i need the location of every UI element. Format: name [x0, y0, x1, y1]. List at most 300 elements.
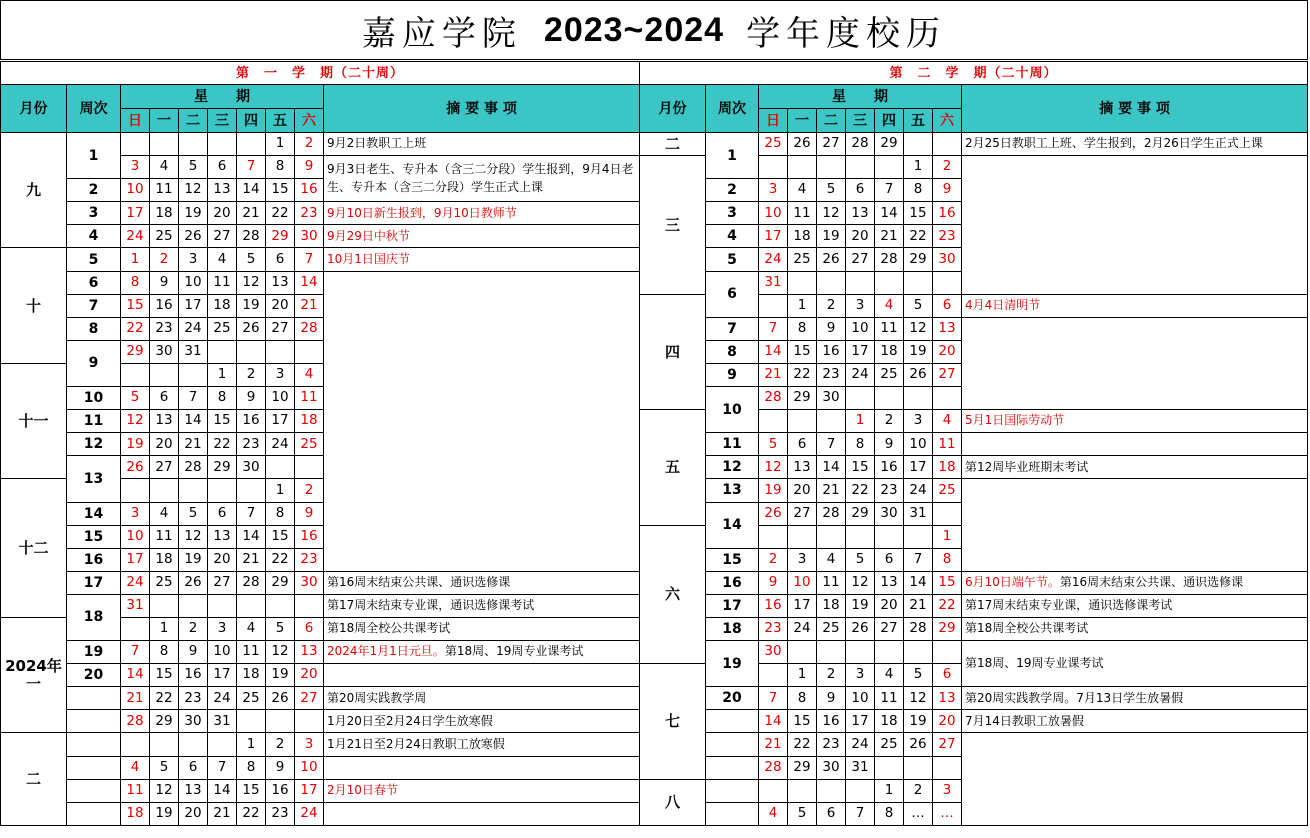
header-day: 五 — [266, 109, 295, 133]
day-cell: 15 — [933, 571, 962, 594]
week-number: 17 — [706, 594, 759, 617]
day-cell: 12 — [817, 202, 846, 225]
week-number — [67, 802, 121, 825]
day-cell — [121, 479, 150, 502]
day-cell: 6 — [875, 548, 904, 571]
day-cell — [179, 363, 208, 386]
day-cell: 5 — [759, 433, 788, 456]
day-cell: 1 — [788, 664, 817, 687]
day-cell: 10 — [121, 179, 150, 202]
day-cell: 2 — [266, 733, 295, 756]
note-cell: 9月29日中秋节 — [324, 225, 640, 248]
day-cell — [759, 410, 788, 433]
day-cell: 16 — [237, 410, 266, 433]
month-label: 六 — [640, 525, 706, 664]
week-number — [706, 779, 759, 802]
month-label: 十 — [1, 248, 67, 363]
day-cell: 16 — [150, 294, 179, 317]
day-cell: 1 — [788, 294, 817, 317]
week-number — [67, 687, 121, 710]
day-cell — [295, 710, 324, 733]
week-number: 18 — [706, 617, 759, 640]
semester-2-calendar — [639, 61, 1308, 826]
day-cell: 3 — [179, 248, 208, 271]
day-cell — [179, 594, 208, 617]
week-number — [67, 710, 121, 733]
day-cell: 8 — [846, 433, 875, 456]
day-cell: 20 — [788, 479, 817, 502]
calendar-row — [1, 271, 640, 294]
day-cell: 13 — [208, 525, 237, 548]
day-cell: 14 — [904, 571, 933, 594]
calendar-row — [640, 710, 1308, 733]
day-cell: 26 — [179, 571, 208, 594]
day-cell: 15 — [788, 710, 817, 733]
day-cell: 1 — [266, 479, 295, 502]
day-cell: 2 — [237, 363, 266, 386]
day-cell: 6 — [933, 294, 962, 317]
day-cell: 4 — [150, 156, 179, 179]
note-cell: 1月21日至2月24日教职工放寒假 — [324, 733, 640, 756]
day-cell: 27 — [266, 317, 295, 340]
day-cell: 19 — [121, 433, 150, 456]
day-cell: 28 — [179, 456, 208, 479]
day-cell: 2 — [933, 156, 962, 179]
day-cell — [875, 756, 904, 779]
day-cell: 11 — [817, 571, 846, 594]
header-day: 四 — [875, 109, 904, 133]
week-number: 11 — [706, 433, 759, 456]
semester1-table — [0, 61, 640, 826]
calendar-row — [1, 133, 640, 156]
day-cell: 5 — [121, 387, 150, 410]
day-cell: … — [933, 802, 962, 825]
semester2-table — [639, 61, 1308, 826]
day-cell: 18 — [933, 456, 962, 479]
day-cell: 13 — [846, 202, 875, 225]
calendar-row — [640, 571, 1308, 594]
note-exam: 第18周、19周专业课考试 — [444, 644, 584, 659]
day-cell — [875, 387, 904, 410]
note-cell — [962, 156, 1308, 295]
day-cell: 23 — [295, 548, 324, 571]
day-cell: 10 — [788, 571, 817, 594]
note-cell: 1月20日至2月24日学生放寒假 — [324, 710, 640, 733]
day-cell: 26 — [817, 248, 846, 271]
day-cell: 1 — [208, 363, 237, 386]
day-cell: 10 — [846, 687, 875, 710]
day-cell: 14 — [237, 179, 266, 202]
day-cell: 31 — [208, 710, 237, 733]
day-cell: 20 — [150, 433, 179, 456]
header-day: 日 — [759, 109, 788, 133]
day-cell — [788, 641, 817, 664]
day-cell: 15 — [208, 410, 237, 433]
calendar-row — [640, 456, 1308, 479]
day-cell: 21 — [875, 225, 904, 248]
day-cell: 3 — [846, 664, 875, 687]
day-cell — [904, 756, 933, 779]
day-cell: 16 — [933, 202, 962, 225]
week-number: 4 — [67, 225, 121, 248]
day-cell — [933, 133, 962, 156]
day-cell: 22 — [266, 202, 295, 225]
day-cell: 2 — [875, 410, 904, 433]
day-cell: 7 — [904, 548, 933, 571]
day-cell: 12 — [904, 317, 933, 340]
day-cell — [237, 340, 266, 363]
day-cell — [759, 156, 788, 179]
day-cell: 15 — [121, 294, 150, 317]
day-cell: 12 — [237, 271, 266, 294]
day-cell — [150, 733, 179, 756]
week-number: 15 — [67, 525, 121, 548]
day-cell: 16 — [875, 456, 904, 479]
semester-1-calendar — [0, 61, 640, 826]
header-day: 一 — [150, 109, 179, 133]
day-cell: 18 — [150, 202, 179, 225]
day-cell: 6 — [817, 802, 846, 825]
day-cell: 19 — [150, 802, 179, 825]
note-cell: 9月10日新生报到，9月10日教师节 — [324, 202, 640, 225]
day-cell: 5 — [266, 617, 295, 640]
day-cell: 27 — [295, 687, 324, 710]
day-cell — [266, 456, 295, 479]
day-cell: 4 — [875, 664, 904, 687]
day-cell: 29 — [875, 133, 904, 156]
day-cell: 29 — [788, 387, 817, 410]
day-cell — [933, 756, 962, 779]
day-cell: 30 — [295, 571, 324, 594]
day-cell: 22 — [266, 548, 295, 571]
day-cell — [846, 156, 875, 179]
day-cell — [933, 641, 962, 664]
day-cell: 25 — [817, 617, 846, 640]
day-cell — [846, 525, 875, 548]
day-cell: 29 — [904, 248, 933, 271]
day-cell: 18 — [237, 664, 266, 687]
day-cell — [904, 133, 933, 156]
day-cell: 8 — [788, 687, 817, 710]
day-cell: 8 — [266, 156, 295, 179]
day-cell: 2 — [295, 479, 324, 502]
day-cell: 11 — [150, 525, 179, 548]
day-cell: 24 — [788, 617, 817, 640]
day-cell: 20 — [295, 664, 324, 687]
day-cell: 14 — [179, 410, 208, 433]
day-cell: 12 — [121, 410, 150, 433]
header-month: 月份 — [640, 85, 706, 133]
day-cell: 11 — [933, 433, 962, 456]
day-cell — [904, 525, 933, 548]
day-cell — [759, 664, 788, 687]
day-cell: 28 — [121, 710, 150, 733]
day-cell: 4 — [788, 179, 817, 202]
day-cell — [788, 410, 817, 433]
calendar-row — [640, 641, 1308, 664]
day-cell: 14 — [295, 271, 324, 294]
day-cell — [788, 156, 817, 179]
note-cell: 第17周末结束专业课，通识选修课考试 — [962, 594, 1308, 617]
day-cell: 27 — [788, 502, 817, 525]
day-cell: 5 — [846, 548, 875, 571]
day-cell: 15 — [266, 179, 295, 202]
day-cell: 9 — [295, 156, 324, 179]
calendar-row — [1, 641, 640, 664]
calendar-row — [640, 733, 1308, 756]
day-cell: 18 — [208, 294, 237, 317]
day-cell: 4 — [759, 802, 788, 825]
day-cell: 24 — [904, 479, 933, 502]
day-cell — [150, 133, 179, 156]
day-cell — [817, 410, 846, 433]
week-number — [706, 733, 759, 756]
day-cell: 7 — [237, 502, 266, 525]
day-cell: 29 — [266, 225, 295, 248]
day-cell: 20 — [208, 202, 237, 225]
day-cell: 14 — [208, 779, 237, 802]
day-cell: 17 — [788, 594, 817, 617]
day-cell: 21 — [179, 433, 208, 456]
day-cell: 29 — [208, 456, 237, 479]
calendar-row — [1, 710, 640, 733]
day-cell: 16 — [817, 710, 846, 733]
day-cell — [846, 779, 875, 802]
calendar-row — [640, 617, 1308, 640]
day-cell: 22 — [788, 733, 817, 756]
day-cell: 9 — [933, 179, 962, 202]
week-number: 5 — [67, 248, 121, 271]
day-cell: 6 — [933, 664, 962, 687]
day-cell: 3 — [933, 779, 962, 802]
day-cell: 18 — [788, 225, 817, 248]
day-cell: 17 — [266, 410, 295, 433]
title-year: 2023~2024 — [543, 10, 725, 49]
day-cell: 9 — [237, 387, 266, 410]
day-cell — [150, 479, 179, 502]
day-cell: 13 — [875, 571, 904, 594]
day-cell: 25 — [150, 225, 179, 248]
day-cell — [121, 133, 150, 156]
day-cell: 1 — [875, 779, 904, 802]
day-cell: 28 — [846, 133, 875, 156]
day-cell: 3 — [121, 502, 150, 525]
day-cell: 3 — [295, 733, 324, 756]
day-cell: 17 — [846, 710, 875, 733]
week-number: 3 — [67, 202, 121, 225]
note-cell: 第16周末结束公共课、通识选修课 — [324, 571, 640, 594]
day-cell — [817, 779, 846, 802]
day-cell: 26 — [904, 363, 933, 386]
day-cell: 7 — [817, 433, 846, 456]
day-cell: 11 — [875, 687, 904, 710]
day-cell — [933, 502, 962, 525]
day-cell: 28 — [295, 317, 324, 340]
month-label: 三 — [640, 156, 706, 295]
day-cell: 3 — [788, 548, 817, 571]
note-cell — [324, 664, 640, 687]
day-cell — [237, 133, 266, 156]
day-cell: 15 — [904, 202, 933, 225]
calendar-row — [640, 687, 1308, 710]
day-cell: 5 — [179, 502, 208, 525]
day-cell: 23 — [266, 802, 295, 825]
day-cell: 19 — [817, 225, 846, 248]
note-cell — [962, 479, 1308, 571]
day-cell — [121, 363, 150, 386]
week-number: 10 — [706, 387, 759, 433]
day-cell: 28 — [817, 502, 846, 525]
week-number: 1 — [67, 133, 121, 179]
day-cell — [817, 641, 846, 664]
day-cell: 30 — [759, 641, 788, 664]
week-number: 12 — [67, 433, 121, 456]
day-cell: 10 — [295, 756, 324, 779]
day-cell: 29 — [150, 710, 179, 733]
day-cell: 20 — [933, 710, 962, 733]
day-cell: 9 — [179, 641, 208, 664]
day-cell: 2 — [817, 294, 846, 317]
note-cell: 第18周全校公共课考试 — [962, 617, 1308, 640]
day-cell: 6 — [208, 156, 237, 179]
day-cell: 13 — [295, 641, 324, 664]
header-week: 周次 — [67, 85, 121, 133]
week-number — [706, 710, 759, 733]
day-cell: 24 — [295, 802, 324, 825]
day-cell: … — [904, 802, 933, 825]
week-number: 13 — [67, 456, 121, 502]
day-cell: 21 — [121, 687, 150, 710]
day-cell: 23 — [759, 617, 788, 640]
day-cell: 22 — [846, 479, 875, 502]
day-cell: 25 — [933, 479, 962, 502]
day-cell: 15 — [846, 456, 875, 479]
day-cell: 5 — [788, 802, 817, 825]
day-cell: 15 — [237, 779, 266, 802]
day-cell: 6 — [208, 502, 237, 525]
day-cell: 8 — [121, 271, 150, 294]
day-cell: 27 — [846, 248, 875, 271]
day-cell: 19 — [904, 710, 933, 733]
day-cell: 2 — [150, 248, 179, 271]
day-cell: 21 — [817, 479, 846, 502]
week-number: 7 — [67, 294, 121, 317]
day-cell: 22 — [933, 594, 962, 617]
day-cell: 16 — [817, 340, 846, 363]
day-cell — [150, 594, 179, 617]
week-number: 20 — [67, 664, 121, 687]
day-cell: 18 — [875, 340, 904, 363]
day-cell: 31 — [846, 756, 875, 779]
day-cell: 12 — [904, 687, 933, 710]
day-cell: 25 — [208, 317, 237, 340]
header-notes: 摘 要 事 项 — [962, 85, 1308, 133]
page-title — [0, 0, 1308, 60]
day-cell: 24 — [846, 363, 875, 386]
day-cell: 24 — [208, 687, 237, 710]
day-cell: 24 — [759, 248, 788, 271]
day-cell: 20 — [208, 548, 237, 571]
day-cell: 26 — [846, 617, 875, 640]
day-cell — [295, 594, 324, 617]
calendar-row — [640, 133, 1308, 156]
day-cell: 14 — [817, 456, 846, 479]
note-cell — [324, 641, 640, 664]
day-cell — [121, 733, 150, 756]
day-cell: 17 — [208, 664, 237, 687]
day-cell: 15 — [788, 340, 817, 363]
day-cell: 10 — [846, 317, 875, 340]
day-cell: 24 — [266, 433, 295, 456]
day-cell: 1 — [121, 248, 150, 271]
day-cell — [904, 641, 933, 664]
day-cell: 1 — [237, 733, 266, 756]
day-cell: 9 — [759, 571, 788, 594]
day-cell: 16 — [179, 664, 208, 687]
day-cell: 11 — [121, 779, 150, 802]
day-cell: 13 — [208, 179, 237, 202]
day-cell: 22 — [208, 433, 237, 456]
week-number: 3 — [706, 202, 759, 225]
day-cell: 21 — [904, 594, 933, 617]
day-cell: 17 — [121, 202, 150, 225]
day-cell: 20 — [875, 594, 904, 617]
day-cell: 30 — [817, 756, 846, 779]
day-cell — [266, 340, 295, 363]
day-cell: 30 — [237, 456, 266, 479]
day-cell: 25 — [875, 733, 904, 756]
day-cell: 21 — [295, 294, 324, 317]
day-cell: 13 — [179, 779, 208, 802]
day-cell: 28 — [759, 387, 788, 410]
day-cell: 27 — [933, 733, 962, 756]
note-exam: 第16周末结束公共课、通识选修课 — [1059, 575, 1244, 590]
day-cell — [846, 271, 875, 294]
day-cell — [208, 340, 237, 363]
day-cell: 25 — [150, 571, 179, 594]
day-cell: 7 — [179, 387, 208, 410]
day-cell: 27 — [875, 617, 904, 640]
month-label: 四 — [640, 294, 706, 409]
day-cell: 19 — [904, 340, 933, 363]
day-cell: 2 — [904, 779, 933, 802]
day-cell: 11 — [208, 271, 237, 294]
note-cell: 2月10日春节 — [324, 779, 640, 802]
day-cell: 30 — [817, 387, 846, 410]
day-cell: 31 — [759, 271, 788, 294]
day-cell — [295, 340, 324, 363]
calendar-row — [1, 571, 640, 594]
day-cell: 19 — [266, 664, 295, 687]
day-cell: 9 — [817, 317, 846, 340]
day-cell: 3 — [266, 363, 295, 386]
day-cell: 19 — [846, 594, 875, 617]
month-label: 十二 — [1, 479, 67, 618]
day-cell: 8 — [208, 387, 237, 410]
day-cell: 6 — [150, 387, 179, 410]
title-school: 嘉应学院 — [361, 13, 522, 54]
day-cell: 12 — [179, 179, 208, 202]
day-cell: 13 — [933, 317, 962, 340]
day-cell: 24 — [121, 225, 150, 248]
day-cell: 27 — [208, 571, 237, 594]
day-cell: 26 — [237, 317, 266, 340]
day-cell: 30 — [295, 225, 324, 248]
day-cell: 3 — [208, 617, 237, 640]
day-cell: 22 — [121, 317, 150, 340]
day-cell — [179, 133, 208, 156]
title-suffix: 学年度校历 — [746, 13, 947, 54]
